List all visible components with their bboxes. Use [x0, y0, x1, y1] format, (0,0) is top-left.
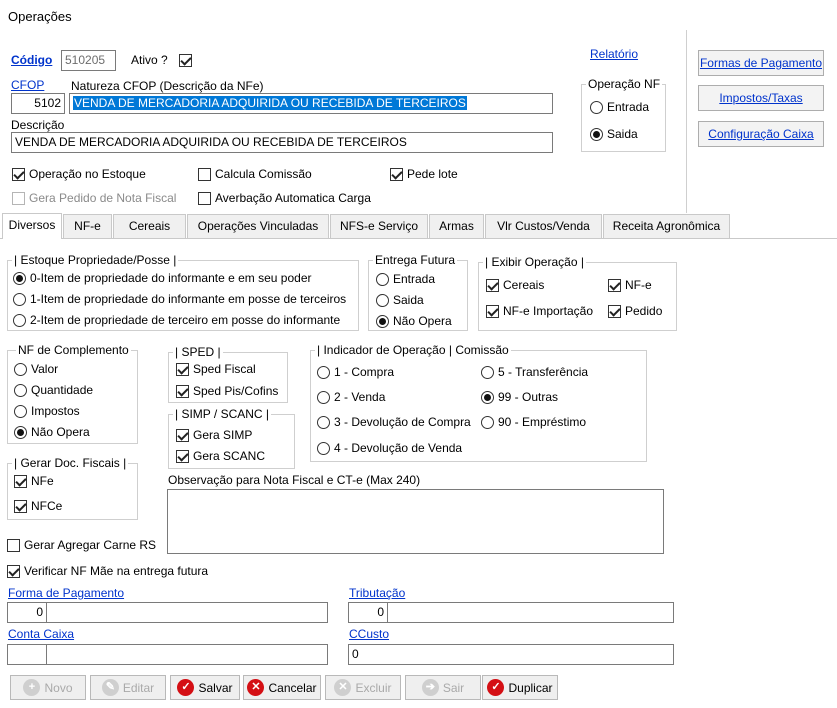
exibir-cereais-checkbox[interactable]: Cereais — [486, 277, 544, 293]
ind-transferencia-radio[interactable]: 5 - Transferência — [481, 364, 588, 380]
editar-button[interactable]: ✎ Editar — [90, 675, 166, 700]
entrega-entrada-radio[interactable]: Entrada — [376, 271, 435, 287]
codigo-label[interactable]: Código — [11, 53, 53, 67]
verificar-nf-mae-checkbox[interactable]: Verificar NF Mãe na entrega futura — [7, 563, 208, 579]
simp-caption: | SIMP / SCANC | — [175, 407, 270, 421]
conta-caixa-label[interactable]: Conta Caixa — [8, 627, 75, 641]
close-icon: ✕ — [247, 679, 264, 696]
plus-icon: + — [23, 679, 40, 696]
exibir-nfe-importacao-checkbox[interactable]: NF-e Importação — [486, 303, 593, 319]
entrega-nao-opera-radio[interactable]: Não Opera — [376, 313, 452, 329]
ativo-checkbox[interactable] — [179, 52, 196, 68]
ind-venda-radio[interactable]: 2 - Venda — [317, 389, 385, 405]
natureza-field[interactable] — [69, 93, 553, 114]
calcula-comissao-checkbox[interactable]: Calcula Comissão — [198, 166, 312, 182]
check-icon: ✓ — [487, 679, 504, 696]
tributacao-desc[interactable] — [387, 602, 674, 623]
tributacao-code[interactable]: 0 — [348, 602, 388, 623]
operacao-nf-caption: Operação NF — [588, 77, 661, 91]
ind-compra-radio[interactable]: 1 - Compra — [317, 364, 394, 380]
indicador-caption: | Indicador de Operação | Comissão — [317, 343, 509, 357]
window-title: Operações — [8, 9, 72, 24]
cfop-label[interactable]: CFOP — [11, 78, 45, 92]
conta-caixa-desc[interactable] — [46, 644, 328, 665]
radio-saida[interactable]: Saida — [590, 126, 638, 142]
exibir-nfe-checkbox[interactable]: NF-e — [608, 277, 652, 293]
pencil-icon: ✎ — [102, 679, 119, 696]
estoque-opt1-radio[interactable]: 1-Item de propriedade do informante em posse de terceiros — [13, 291, 346, 307]
conta-caixa-code[interactable] — [7, 644, 47, 665]
gera-pedido-checkbox[interactable]: Gera Pedido de Nota Fiscal — [12, 190, 176, 206]
salvar-button[interactable]: ✓ Salvar — [170, 675, 240, 700]
ativo-label: Ativo ? — [131, 53, 168, 67]
entrega-saida-radio[interactable]: Saida — [376, 292, 424, 308]
novo-button[interactable]: + Novo — [10, 675, 86, 700]
tab-nfe[interactable]: NF-e — [63, 214, 112, 238]
estoque-opt2-radio[interactable]: 2-Item de propriedade de terceiro em posse do informante — [13, 312, 340, 328]
gera-simp-checkbox[interactable]: Gera SIMP — [176, 427, 252, 443]
tab-vlr-custos-venda[interactable]: Vlr Custos/Venda — [485, 214, 602, 238]
nf-comp-impostos-radio[interactable]: Impostos — [14, 403, 80, 419]
nf-comp-nao-opera-radio[interactable]: Não Opera — [14, 424, 90, 440]
formas-pagamento-button[interactable]: Formas de Pagamento — [698, 50, 824, 76]
vertical-divider — [686, 30, 687, 213]
exibir-pedido-checkbox[interactable]: Pedido — [608, 303, 662, 319]
gerar-nfce-checkbox[interactable]: NFCe — [14, 498, 62, 514]
forma-pagamento-code[interactable]: 0 — [7, 602, 47, 623]
ind-dev-compra-radio[interactable]: 3 - Devolução de Compra — [317, 414, 471, 430]
descricao-label: Descrição — [11, 118, 65, 132]
tab-cereais[interactable]: Cereais — [113, 214, 186, 238]
close-icon: ✕ — [334, 679, 351, 696]
sped-fiscal-checkbox[interactable]: Sped Fiscal — [176, 361, 256, 377]
excluir-button[interactable]: ✕ Excluir — [325, 675, 401, 700]
estoque-opt0-radio[interactable]: 0-Item de propriedade do informante e em seu poder — [13, 270, 312, 286]
ind-outras-radio[interactable]: 99 - Outras — [481, 389, 558, 405]
duplicar-button[interactable]: ✓ Duplicar — [482, 675, 558, 700]
observacao-textarea[interactable] — [167, 489, 664, 554]
tab-nfse-servico[interactable]: NFS-e Serviço — [330, 214, 428, 238]
ind-dev-venda-radio[interactable]: 4 - Devolução de Venda — [317, 440, 462, 456]
estoque-caption: | Estoque Propriedade/Posse | — [14, 253, 177, 267]
configuracao-caixa-button[interactable]: Configuração Caixa — [698, 121, 824, 147]
tab-armas[interactable]: Armas — [429, 214, 484, 238]
ccusto-field[interactable]: 0 — [348, 644, 674, 665]
tab-diversos[interactable]: Diversos — [2, 213, 62, 239]
relatorio-link[interactable]: Relatório — [590, 47, 639, 61]
operacao-estoque-checkbox[interactable]: Operação no Estoque — [12, 166, 146, 182]
gerar-agregar-checkbox[interactable]: Gerar Agregar Carne RS — [7, 537, 156, 553]
gera-scanc-checkbox[interactable]: Gera SCANC — [176, 448, 265, 464]
pede-lote-checkbox[interactable]: Pede lote — [390, 166, 458, 182]
sped-caption: | SPED | — [175, 345, 221, 359]
natureza-selected-text: VENDA DE MERCADORIA ADQUIRIDA OU RECEBIDA DE TERCEIROS — [74, 96, 466, 110]
forma-pagamento-desc[interactable] — [46, 602, 328, 623]
gerar-nfe-checkbox[interactable]: NFe — [14, 473, 54, 489]
tab-operacoes-vinculadas[interactable]: Operações Vinculadas — [187, 214, 329, 238]
exibir-operacao-group — [478, 255, 677, 331]
descricao-field[interactable]: VENDA DE MERCADORIA ADQUIRIDA OU RECEBIDA DE TERCEIROS — [11, 132, 553, 153]
cancelar-button[interactable]: ✕ Cancelar — [243, 675, 321, 700]
ccusto-label[interactable]: CCusto — [349, 627, 390, 641]
forma-pagamento-label[interactable]: Forma de Pagamento — [8, 586, 125, 600]
cfop-field[interactable]: 5102 — [11, 93, 65, 114]
sped-pis-cofins-checkbox[interactable]: Sped Pis/Cofins — [176, 383, 278, 399]
gerar-doc-caption: | Gerar Doc. Fiscais | — [14, 456, 127, 470]
check-icon — [179, 54, 192, 67]
entrega-futura-caption: Entrega Futura — [375, 253, 456, 267]
nf-complemento-caption: NF de Complemento — [18, 343, 129, 357]
exibir-operacao-caption: | Exibir Operação | — [485, 255, 584, 269]
natureza-label: Natureza CFOP (Descrição da NFe) — [71, 79, 264, 93]
radio-entrada[interactable]: Entrada — [590, 99, 649, 115]
tributacao-label[interactable]: Tributação — [349, 586, 406, 600]
codigo-field[interactable]: 510205 — [61, 50, 116, 71]
observacao-label: Observação para Nota Fiscal e CT-e (Max 240) — [168, 473, 421, 487]
nf-comp-valor-radio[interactable]: Valor — [14, 361, 58, 377]
check-icon: ✓ — [177, 679, 194, 696]
impostos-taxas-button[interactable]: Impostos/Taxas — [698, 85, 824, 111]
tab-receita-agronomica[interactable]: Receita Agronômica — [603, 214, 730, 238]
ind-emprestimo-radio[interactable]: 90 - Empréstimo — [481, 414, 586, 430]
tab-strip-line — [0, 238, 837, 239]
exit-icon: ➔ — [422, 679, 439, 696]
averbacao-checkbox[interactable]: Averbação Automatica Carga — [198, 190, 371, 206]
nf-comp-quantidade-radio[interactable]: Quantidade — [14, 382, 93, 398]
sair-button[interactable]: ➔ Sair — [405, 675, 481, 700]
